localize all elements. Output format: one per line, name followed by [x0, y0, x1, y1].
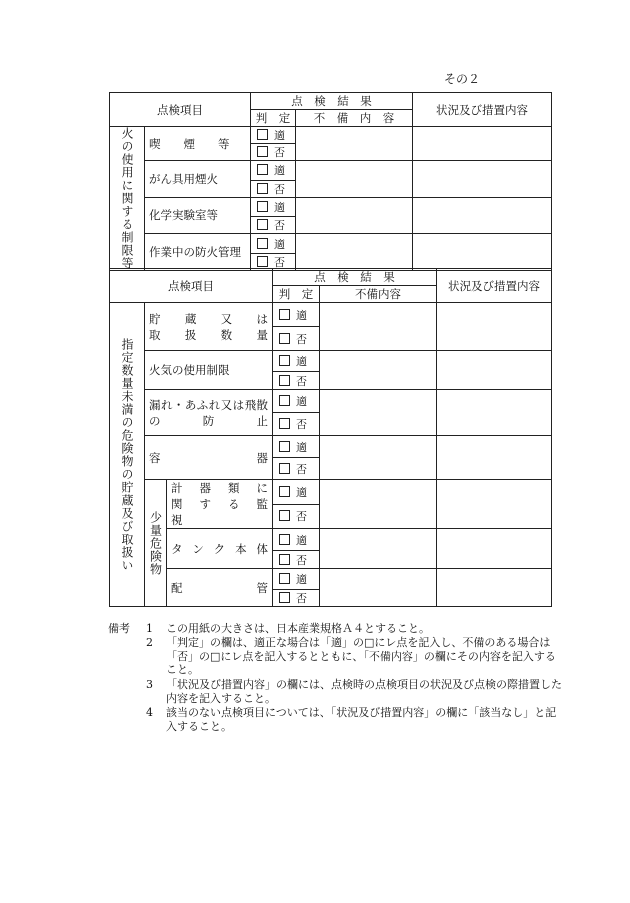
group-fire-use: 火の使用に関する制限等: [110, 127, 145, 271]
header-defect: 不備内容: [320, 286, 437, 303]
subgroup-small-hazardous: 少量危険物: [145, 480, 167, 607]
item-meter-monitoring: 計 器 類 に 関 す る 監 視: [167, 480, 273, 529]
status-cell[interactable]: [413, 197, 552, 234]
checkbox-icon[interactable]: [279, 510, 290, 521]
status-cell[interactable]: [437, 390, 552, 436]
check-ok[interactable]: 適: [273, 351, 320, 372]
item-fire-limit: 火気の使用制限: [145, 351, 273, 390]
check-ng[interactable]: 否: [273, 590, 320, 607]
checkbox-icon[interactable]: [279, 333, 290, 344]
item-tank-body: タンク本体: [167, 529, 273, 569]
check-ng[interactable]: 否: [273, 372, 320, 390]
defect-cell[interactable]: [320, 390, 437, 436]
item-leak-prevention: 漏れ・あふれ又は飛散 の 防 止: [145, 390, 273, 436]
checkbox-icon[interactable]: [279, 441, 290, 452]
defect-cell[interactable]: [296, 161, 413, 198]
check-ok[interactable]: 適: [273, 436, 320, 458]
check-ok[interactable]: 適: [273, 390, 320, 413]
check-ok[interactable]: 適: [273, 303, 320, 327]
checkbox-icon[interactable]: [279, 395, 290, 406]
check-ok[interactable]: 適: [251, 197, 296, 217]
check-ok[interactable]: 適: [273, 529, 320, 551]
defect-cell[interactable]: [296, 197, 413, 234]
defect-cell[interactable]: [296, 127, 413, 161]
check-ng[interactable]: 否: [251, 217, 296, 234]
header-status: 状況及び措置内容: [413, 93, 552, 127]
checkbox-icon[interactable]: [257, 201, 268, 212]
checkbox-icon[interactable]: [279, 463, 290, 474]
checkbox-icon[interactable]: [257, 183, 268, 194]
check-ng[interactable]: 否: [273, 413, 320, 436]
check-ng[interactable]: 否: [251, 254, 296, 271]
group-hazardous: 指定数量未満の危険物の貯蔵及び取扱い: [110, 303, 145, 607]
checkbox-icon[interactable]: [257, 238, 268, 249]
check-ng[interactable]: 否: [273, 504, 320, 529]
check-ok[interactable]: 適: [273, 569, 320, 590]
check-ng[interactable]: 否: [251, 180, 296, 197]
checkbox-icon[interactable]: [279, 486, 290, 497]
status-cell[interactable]: [437, 303, 552, 351]
checkbox-icon[interactable]: [279, 554, 290, 565]
check-ng[interactable]: 否: [251, 144, 296, 161]
checkbox-icon[interactable]: [279, 418, 290, 429]
check-ok[interactable]: 適: [273, 480, 320, 505]
checkbox-icon[interactable]: [279, 573, 290, 584]
check-ng[interactable]: 否: [273, 551, 320, 569]
defect-cell[interactable]: [320, 569, 437, 607]
status-cell[interactable]: [413, 127, 552, 161]
status-cell[interactable]: [413, 161, 552, 198]
status-cell[interactable]: [437, 529, 552, 569]
inspection-table-fire-use: [109, 92, 552, 271]
check-ok[interactable]: 適: [251, 127, 296, 144]
status-cell[interactable]: [413, 234, 552, 271]
item-piping: 配 管: [167, 569, 273, 607]
header-item: 点検項目: [110, 93, 251, 127]
item-smoking: 喫 煙 等: [145, 127, 251, 161]
checkbox-icon[interactable]: [279, 355, 290, 366]
header-result: 点 検 結 果: [251, 93, 413, 110]
item-work-fire-prevention: 作業中の防火管理: [145, 234, 251, 271]
remarks-heading: 備考: [108, 622, 130, 635]
inspection-table-hazardous: [109, 268, 552, 607]
item-container: 容 器: [145, 436, 273, 480]
defect-cell[interactable]: [320, 480, 437, 529]
checkbox-icon[interactable]: [257, 256, 268, 267]
checkbox-icon[interactable]: [279, 592, 290, 603]
checkbox-icon[interactable]: [257, 146, 268, 157]
checkbox-icon[interactable]: [279, 375, 290, 386]
header-result: 点 検 結 果: [273, 269, 437, 286]
defect-cell[interactable]: [320, 529, 437, 569]
defect-cell[interactable]: [320, 351, 437, 390]
status-cell[interactable]: [437, 436, 552, 480]
check-ok[interactable]: 適: [251, 161, 296, 181]
header-judge: 判 定: [273, 286, 320, 303]
checkbox-icon[interactable]: [257, 164, 268, 175]
status-cell[interactable]: [437, 480, 552, 529]
check-ok[interactable]: 適: [251, 234, 296, 254]
header-item: 点検項目: [110, 269, 273, 303]
item-toy-fireworks: がん具用煙火: [145, 161, 251, 198]
page-label: その２: [444, 72, 481, 86]
checkbox-icon[interactable]: [257, 129, 268, 140]
defect-cell[interactable]: [320, 436, 437, 480]
defect-cell[interactable]: [320, 303, 437, 351]
header-status: 状況及び措置内容: [437, 269, 552, 303]
check-ng[interactable]: 否: [273, 458, 320, 480]
check-ng[interactable]: 否: [273, 327, 320, 351]
item-chem-lab: 化学実験室等: [145, 197, 251, 234]
status-cell[interactable]: [437, 351, 552, 390]
checkbox-icon[interactable]: [257, 219, 268, 230]
item-storage-quantity: 貯 蔵 又 は 取 扱 数 量: [145, 303, 273, 351]
header-defect: 不 備 内 容: [296, 110, 413, 127]
defect-cell[interactable]: [296, 234, 413, 271]
status-cell[interactable]: [437, 569, 552, 607]
header-judge: 判 定: [251, 110, 296, 127]
checkbox-icon[interactable]: [279, 309, 290, 320]
checkbox-icon[interactable]: [279, 534, 290, 545]
